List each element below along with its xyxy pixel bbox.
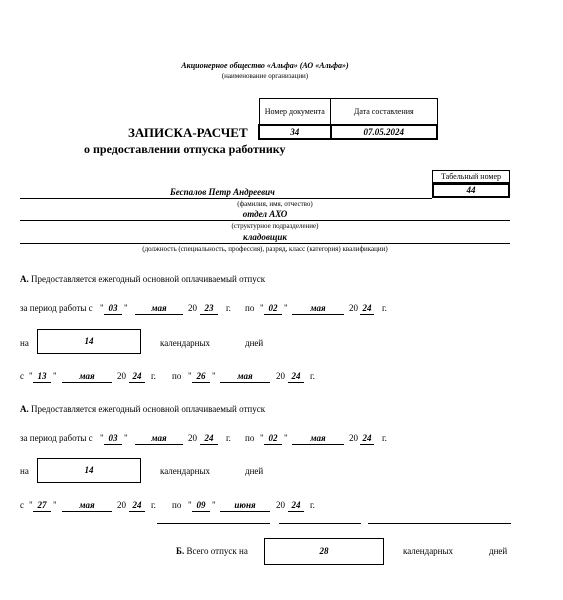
document-number-value: 34 xyxy=(259,125,331,139)
document-subtitle: о предоставлении отпуска работнику xyxy=(84,142,286,156)
s2-vt-quote-close: " xyxy=(212,500,216,510)
s1-period-to-day: 02 xyxy=(264,303,282,315)
s2-period-to-label: по xyxy=(245,433,255,443)
s2-vt-quote-open: " xyxy=(188,500,192,510)
s1-period-from-day: 03 xyxy=(104,303,122,315)
s2-vac-from-month: мая xyxy=(62,500,112,512)
s2-period-from-day: 03 xyxy=(104,433,122,445)
signature-line-2 xyxy=(279,523,361,524)
s1-vf-year-prefix: 20 xyxy=(117,371,126,381)
s2-period-label: за период работы с xyxy=(20,433,93,443)
s1-pf-quote-open: " xyxy=(100,303,104,313)
s2-period-to-year: 24 xyxy=(360,433,374,445)
s1-pt-year-suffix: г. xyxy=(382,303,387,313)
s2-period-to-month: мая xyxy=(292,433,344,445)
department-caption: (структурное подразделение) xyxy=(231,222,319,230)
section1-heading xyxy=(20,274,265,285)
s2-pf-quote-close: " xyxy=(124,433,128,443)
s1-vf-quote-close: " xyxy=(53,371,57,381)
s2-vf-year-suffix: г. xyxy=(151,500,156,510)
section1-letter: А. xyxy=(20,274,29,284)
s1-vac-to-year: 24 xyxy=(288,371,304,383)
position-caption: (должность (специальность, профессия), разряд, класс (категория) квалификации) xyxy=(142,245,388,253)
organization-name: Акционерное общество «Альфа» (АО «Альфа») xyxy=(181,61,349,70)
s1-days-label: дней xyxy=(245,338,264,348)
section2-letter: А. xyxy=(20,404,29,414)
s1-pt-quote-close: " xyxy=(284,303,288,313)
total-days-label: дней xyxy=(489,546,508,556)
s2-period-from-year: 24 xyxy=(200,433,218,445)
s1-period-to-year: 24 xyxy=(360,303,374,315)
employee-name: Беспалов Петр Андреевич xyxy=(170,187,275,197)
employee-name-line xyxy=(20,198,432,199)
s2-days-label: дней xyxy=(245,466,264,476)
s1-vac-to-month: мая xyxy=(220,371,270,383)
s2-from-label: с xyxy=(20,500,24,510)
employee-department: отдел АХО xyxy=(242,209,288,219)
signature-line-1 xyxy=(157,523,270,524)
s1-vac-to-label: по xyxy=(172,371,182,381)
total-letter: Б. xyxy=(176,546,185,556)
s1-period-to-month: мая xyxy=(292,303,344,315)
s1-pt-year-prefix: 20 xyxy=(349,303,358,313)
s1-vac-from-month: мая xyxy=(62,371,112,383)
total-heading xyxy=(176,546,248,557)
s2-vac-to-month: июня xyxy=(220,500,270,512)
s1-vt-year-prefix: 20 xyxy=(276,371,285,381)
s2-pf-year-suffix: г. xyxy=(226,433,231,443)
s1-pf-year-suffix: г. xyxy=(226,303,231,313)
tab-number-value: 44 xyxy=(432,183,510,198)
s1-days-count-box: 14 xyxy=(37,329,141,354)
s1-on-label: на xyxy=(20,338,29,348)
s2-vac-to-year: 24 xyxy=(288,500,304,512)
position-line xyxy=(20,243,510,244)
s2-period-to-day: 02 xyxy=(264,433,282,445)
s1-vac-from-day: 13 xyxy=(33,371,51,383)
s2-vac-from-day: 27 xyxy=(33,500,51,512)
s1-period-from-month: мая xyxy=(135,303,183,315)
s1-vac-from-year: 24 xyxy=(129,371,145,383)
s2-vac-from-year: 24 xyxy=(129,500,145,512)
s1-calendar-label: календарных xyxy=(160,338,211,348)
s2-pt-year-suffix: г. xyxy=(382,433,387,443)
s1-period-from-year: 23 xyxy=(200,303,218,315)
s1-pt-quote-open: " xyxy=(260,303,264,313)
document-number-table xyxy=(258,98,438,140)
employee-position: кладовщик xyxy=(243,232,287,242)
s2-pt-quote-open: " xyxy=(260,433,264,443)
s1-vf-quote-open: " xyxy=(29,371,33,381)
total-text: Всего отпуск на xyxy=(186,546,248,556)
s2-pt-year-prefix: 20 xyxy=(349,433,358,443)
s1-vac-to-day: 26 xyxy=(192,371,210,383)
signature-line-3 xyxy=(368,523,511,524)
s1-vt-quote-close: " xyxy=(212,371,216,381)
s2-pf-year-prefix: 20 xyxy=(188,433,197,443)
s2-vac-to-label: по xyxy=(172,500,182,510)
s2-vac-to-day: 09 xyxy=(192,500,210,512)
s1-from-label: с xyxy=(20,371,24,381)
s1-vt-quote-open: " xyxy=(188,371,192,381)
total-calendar-label: календарных xyxy=(403,546,454,556)
s2-days-count-box: 14 xyxy=(37,458,141,483)
s1-vf-year-suffix: г. xyxy=(151,371,156,381)
document-date-value: 07.05.2024 xyxy=(331,125,437,139)
s1-period-label: за период работы с xyxy=(20,303,93,313)
tab-number-header: Табельный номер xyxy=(432,170,510,183)
document-date-header: Дата составления xyxy=(331,99,437,125)
s2-calendar-label: календарных xyxy=(160,466,211,476)
section1-text: Предоставляется ежегодный основной оплачиваемый отпуск xyxy=(31,274,266,284)
s2-vf-quote-open: " xyxy=(29,500,33,510)
s2-period-from-month: мая xyxy=(135,433,183,445)
s2-vt-year-prefix: 20 xyxy=(276,500,285,510)
department-line xyxy=(20,220,510,221)
s1-pf-quote-close: " xyxy=(124,303,128,313)
section2-heading xyxy=(20,404,265,415)
s2-vf-quote-close: " xyxy=(53,500,57,510)
s1-pf-year-prefix: 20 xyxy=(188,303,197,313)
s1-vt-year-suffix: г. xyxy=(310,371,315,381)
section2-text: Предоставляется ежегодный основной оплачиваемый отпуск xyxy=(31,404,266,414)
total-days-box: 28 xyxy=(264,538,384,565)
s2-pf-quote-open: " xyxy=(100,433,104,443)
s2-pt-quote-close: " xyxy=(284,433,288,443)
employee-name-caption: (фамилия, имя, отчество) xyxy=(237,200,313,208)
s2-vt-year-suffix: г. xyxy=(310,500,315,510)
organization-caption: (наименование организации) xyxy=(221,72,309,80)
s2-on-label: на xyxy=(20,466,29,476)
document-title: ЗАПИСКА-РАСЧЕТ xyxy=(128,125,248,140)
document-number-header: Номер документа xyxy=(259,99,331,125)
s2-vf-year-prefix: 20 xyxy=(117,500,126,510)
s1-period-to-label: по xyxy=(245,303,255,313)
